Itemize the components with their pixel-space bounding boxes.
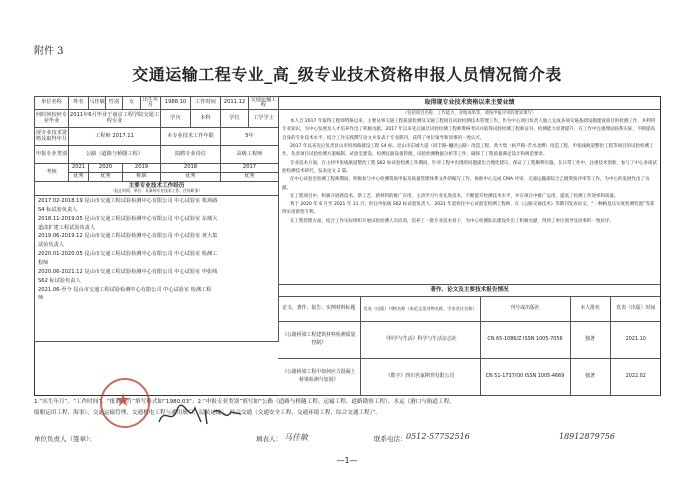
seal-star-icon: ★	[115, 390, 132, 411]
footnote-line: 1.“出生年月”、“工作时间”、“批准年月”填写格式如“1980.03”；2.“申报专业类别”填写如“公路（道路与桥隧工程、运输工程、道路勘察工程）、水运（港口与航道工程、	[34, 399, 455, 405]
footnote-line: 船舶运用工程、海事）、交通运输管理、交通机电工程与通用航空、民航运输）、综合交通（交通安全工程、交通环境工程、综合交通工程）”。	[34, 410, 381, 416]
category-label: 申报专业类别	[35, 146, 69, 164]
name-label: 姓名	[69, 97, 89, 110]
assess-result: 称职	[123, 173, 161, 182]
pub-col-header: 发表（出版）时间	[610, 297, 661, 321]
experience-line: 2020.01-2020.05 昆山市交通工程试验检测中心有限公司 中心试验室 检测工	[38, 251, 218, 258]
assess-year: 2019	[123, 164, 161, 173]
basic-info-table	[34, 96, 279, 342]
assess-year: 2021	[69, 164, 89, 173]
label-unit: 单位名称	[35, 97, 69, 110]
pub-journal: 《科学与生活》科学与生活杂志社	[360, 321, 480, 358]
mobile-value: 18912879756	[559, 432, 615, 441]
page-title: 交通运输工程专业_高_级专业技术资格申报人员情况简介表	[132, 65, 562, 84]
experience-note: （起止时间、单位、从事何专业技术工作、任何职务）	[110, 188, 203, 194]
edu-label: 学历	[161, 110, 191, 128]
experience-header: 主要专业技术工作经历	[128, 182, 185, 189]
achievements-body	[278, 118, 661, 285]
pub-rank: 独著	[570, 358, 610, 395]
name-value: 马佳敏	[89, 97, 106, 110]
pub-journal: 《数字》四川名家期刊有限公司	[360, 358, 480, 395]
achievement-paragraph: 在工程管理方面，结合工作实际组织开展试验检测人员培训，培养了一批专业技术骨干，为中心检测队伍建设作出了积极贡献，得到了单位领导及同事的一致好评。	[290, 218, 614, 224]
assess-year: 2017	[221, 164, 279, 173]
achievements-section	[278, 96, 661, 396]
basic-info-section	[34, 96, 278, 396]
tel-value: 0512-57752516	[406, 432, 470, 441]
signature-row	[34, 430, 674, 450]
pub-title: 《公路桥梁工程建筑材料检测质量控制》	[278, 321, 360, 358]
official-seal	[100, 378, 150, 428]
page-number: —1—	[336, 456, 358, 465]
achievements-header: 取得现专业技术资格以来主要业绩	[278, 96, 661, 110]
assess-result: 优秀	[69, 173, 89, 182]
experience-line: 道改扩建工程试验负责人	[38, 224, 96, 231]
experience-line: 2017.02-2018.19 昆山市交通工程试验检测中心有限公司 中心试验室 机场路	[38, 198, 218, 204]
experience-line: S62 标试验负责人	[38, 277, 81, 284]
leader-signature	[155, 402, 245, 428]
years-label: 本专业技术工作年限	[161, 128, 221, 146]
pub-col-header: 发表（出版）刊物名称（本论文见刊物名称、学术会议名称）	[360, 297, 480, 321]
assess-result: 优秀	[89, 173, 123, 182]
pub-issn: CN 65-1086/Z ISSN 1005-7056	[480, 321, 570, 358]
assess-label: 考核	[35, 164, 69, 182]
pub-col-header: 论文、著作、报告、实例材料标题	[278, 297, 360, 321]
degree-value: 工学学士	[249, 110, 279, 128]
filler-label: 填表人：	[256, 435, 282, 443]
assess-result: 优秀	[221, 173, 279, 182]
filler-signature: 马佳敏	[284, 433, 308, 442]
title-time-label: 现专业技术资格及取得年月	[35, 128, 69, 146]
publications-table	[278, 297, 661, 396]
experience-line: 试验负责人	[38, 242, 64, 249]
birth-label: 出生年月	[141, 97, 161, 110]
achievement-paragraph: 任中心试验室检测工程师期间，积极参与中心检测资质申报及质量管理体系文件的编写工作，协助中心完成 CMA 评审、交通运输部综合乙级资质评审等工作，为中心的发展作出了贡献。	[282, 177, 650, 191]
experience-list	[35, 196, 279, 342]
edu-value: 本科	[191, 110, 221, 128]
leader-label: 单位负责人（签章）：	[34, 435, 96, 443]
achievement-paragraph: 本人自 2017 年取得工程师资格以来，主要从事交通工程质量检测及交通工程项目试验检测技术管理工作。作为中心项目负责人独立完成多项交通基础设施建设项目的检测工作，并利用专业知识，为中心发展及人才培养作出了积极贡献，2017 年以来先后通过试验检测工程师资格考试并取得试验检测工程师证书，检测能力显著提升，在工作中注重理论联系实际，不断提高自身的专业技术水平，结合工作实践撰写论文并发表于专业期刊，获得了单位领导和同事的一致认可。	[282, 119, 656, 141]
pub-col-header: 刊号或出版社	[480, 297, 570, 321]
experience-header-cell	[35, 182, 279, 196]
assess-year: 2020	[89, 164, 123, 173]
post-label: 拟聘专业岗位	[161, 146, 221, 164]
achievement-paragraph: 专业技术方面，在主持申张线航道整治工程 S62 标试验检测工作期间，针对工程中出现的问题提出合理化建议，保证了工程顺利实施。在日常工作中，注重技术创新，参与了中心多项试验检测技术研究，发表论文 2 篇。	[282, 160, 657, 174]
grad-value: 2011年6月毕业于南京工程学院交通工程专业	[69, 110, 161, 128]
pub-issn: CN 51-1737/O0 ISSN 1005-4669	[480, 358, 570, 395]
experience-line: 2021.06-至今 昆山市交通工程试验检测中心有限公司 中心试验室 检测工程	[38, 286, 212, 293]
achievement-paragraph: 2017 年以来先后负责昆山市机场路建设工程 S4 标、昆山市东城大道（同丰路–樾泾公路）改造工程、黄大集（枯芦路–苦水北侧）改造工程、申张线航道整治工程等项目的试验检测工作，负责项目试验检测方案编制、试验室建设、检测仪器设备管理、试验检测数据分析等工作，确保了工程质量满足设计和规范要求。	[282, 143, 654, 158]
achievements-note: （包括项目名称、工作能力、业绩成果等，请按申报评审的要求填写）	[402, 111, 537, 116]
pub-title: 《公路桥梁工程中如何应力混凝土桥梁检测与加固》	[278, 358, 360, 395]
worktime-value: 2011.12	[221, 97, 249, 110]
experience-line: S4 标试验负责人	[38, 206, 78, 213]
experience-line: 2020.06-2021.12 昆山市交通工程试验检测中心有限公司 中心试验室 申张线	[38, 268, 218, 275]
achievement-paragraph: 我于 2020 年 6 月至 2021 年 11 月，担任申张线 S62 标试验负责人；2021 年起担任中心试验室检测工程师，在《公路交通技术》等期刊发表论文，“一种路基压实度检测装置”等获得实用新型专利。	[282, 202, 655, 216]
pub-rank: 独著	[570, 321, 610, 358]
pub-col-header: 本人排名	[570, 297, 610, 321]
post-value: 高级工程师	[221, 146, 279, 164]
tel-label: 联系电话：	[374, 435, 407, 443]
gender-label: 性别	[106, 97, 123, 110]
years-value: 5年	[221, 128, 279, 146]
publications-header: 著作、论文及主要技术报告情况	[278, 285, 661, 297]
assess-year: 2018	[161, 164, 221, 173]
pub-date: 2022.02	[610, 358, 661, 395]
pub-date: 2021.10	[610, 321, 661, 358]
attachment-label: 附件 3	[34, 46, 64, 57]
experience-line: 师	[38, 295, 44, 302]
current-major-value: 交通运输工程	[249, 97, 279, 110]
assess-result: 优秀	[161, 173, 221, 182]
category-value: 公路（道路与桥隧工程）	[69, 146, 161, 164]
achievement-paragraph: 在工程项目中，积极开展新技术、新工艺、新材料的推广应用，主动学习行业先进技术，不断提升检测技术水平，并在项目中推广运用，提高了检测工作效率和质量。	[290, 193, 619, 199]
gender-value: 女	[123, 97, 141, 110]
birth-value: 1988.10	[161, 97, 191, 110]
grad-label: 何时何校何专业毕业	[35, 110, 69, 128]
title-time-value: 工程师 2017.11	[69, 128, 161, 146]
experience-line: 程师	[38, 260, 49, 267]
experience-line: 2019.06-2019.12 昆山市交通工程试验检测中心有限公司 中心试验室 黄大集	[38, 233, 218, 240]
worktime-label: 工作时间	[191, 97, 221, 110]
experience-line: 2018.11-2019.05 昆山市交通工程试验检测中心有限公司 中心试验室 东城大	[38, 215, 218, 222]
degree-label: 学位	[221, 110, 249, 128]
